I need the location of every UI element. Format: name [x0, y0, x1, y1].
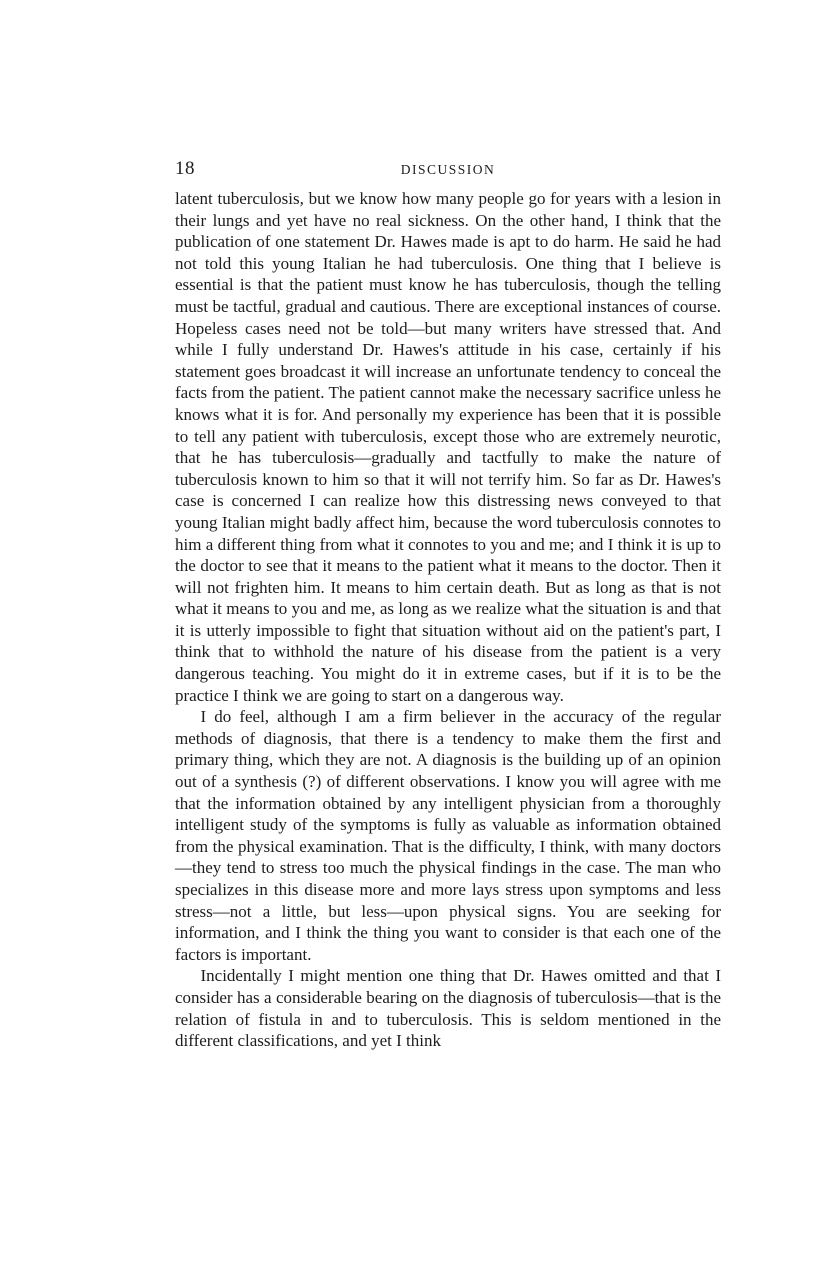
running-head — [175, 158, 721, 188]
paragraph-diagnosis-methods: I do feel, although I am a firm believer in the accuracy of the regular methods of diagnosis, that there is a tendency to make them the first and primary thing, which they are not. A diagnosis is the building up of an opinion out of a synthesis (?) of different observations. I know you will agree with me that the information obtained by any intelligent physician from a thoroughly intelligent study of the symptoms is fully as valuable as information obtained from the physical examination. That is the difficulty, I think, with many doctors—they tend to stress too much the physical findings in the case. The man who specializes in this disease more and more lays stress upon symptoms and less stress—not a little, but less—upon physical signs. You are seeking for information, and I think the thing you want to consider is that each one of the factors is important. — [175, 707, 721, 964]
paragraph-fistula: Incidentally I might mention one thing that Dr. Hawes omitted and that I consider has a considerable bearing on the diagnosis of tuberculosis—that is the relation of fistula in and to tuberculosis. This is seldom mentioned in the different classifications, and yet I think — [175, 966, 721, 1051]
page-number: 18 — [175, 158, 195, 179]
paragraph-continued: latent tuberculosis, but we know how many people go for years with a lesion in their lungs and yet have no real sickness. On the other hand, I think that the publication of one statement Dr. Hawes made is apt to do harm. He said he had not told this young Italian he had tuberculosis. One thing that I believe is essential is that the patient must know he has tuberculosis, though the telling must be tactful, gradual and cautious. There are exceptional instances of course. Hopeless cases need not be told—but many writers have stressed that. And while I fully understand Dr. Hawes's attitude in his case, certainly if his statement goes broadcast it will increase an unfortunate tendency to conceal the facts from the patient. The patient cannot make the necessary sacrifice unless he knows what it is for. And personally my experience has been that it is possible to tell any patient with tuberculosis, except those who are extremely neurotic, that he has tuberculosis—gradually and tactfully to make the nature of tuberculosis known to him so that it will not terrify him. So far as Dr. Hawes's case is concerned I can realize how this distressing news conveyed to that young Italian might badly affect him, because the word tuberculosis connotes to him a different thing from what it connotes to you and me; and I think it is up to the doctor to see that it means to the patient what it means to the doctor. Then it will not frighten him. It means to him certain death. But as long as that is not what it means to you and me, as long as we realize what the situation is and that it is utterly impossible to fight that situation without aid on the patient's part, I think that to withhold the nature of his disease from the patient is a very dangerous teaching. You might do it in extreme cases, but if it is to be the practice I think we are going to start on a dangerous way. — [175, 189, 721, 705]
body-text — [175, 188, 721, 1052]
document-page — [175, 158, 721, 1052]
running-title: DISCUSSION — [400, 162, 496, 177]
